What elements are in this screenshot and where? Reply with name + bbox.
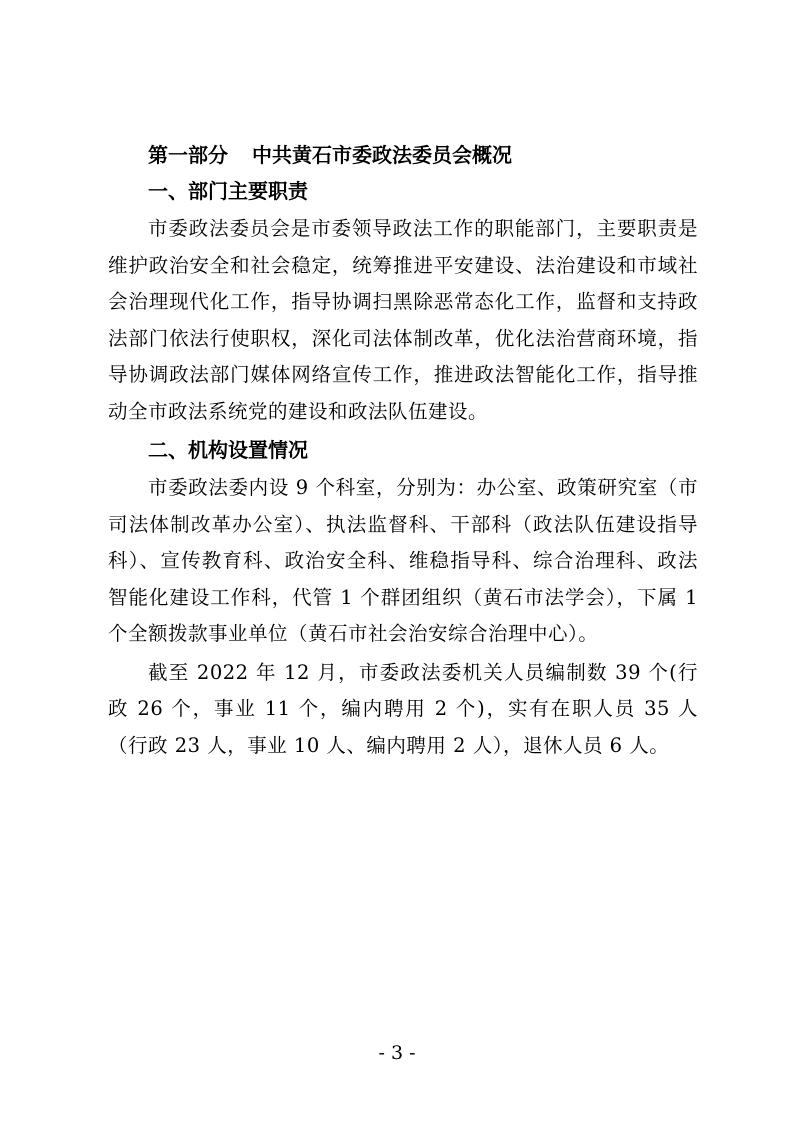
paragraph-structure: 市委政法委内设 9 个科室，分别为：办公室、政策研究室（市司法体制改革办公室）、执法监督科、干部科（政法队伍建设指导科）、宣传教育科、政治安全科、维稳指导科、综合治理科、政法智能化建设工作科，代管 1 个群团组织（黄石市法学会），下属 1 个全额拨款事业单位（黄石市社会治安综合治理中心）。 — [108, 476, 698, 645]
part-title-name: 中共黄石市委政法委员会概况 — [252, 143, 512, 167]
page-number: - 3 - — [378, 1042, 416, 1064]
part-title-label: 第一部分 — [148, 143, 228, 167]
paragraph-staffing: 截至 2022 年 12 月，市委政法委机关人员编制数 39 个(行政 26 个，事业 11 个，编内聘用 2 个)，实有在职人员 35 人（行政 23 人，事业 10 人、编内聘用 2 人），退休人员 6 人。 — [108, 660, 698, 757]
document-body — [108, 137, 698, 764]
part-title — [108, 137, 698, 173]
section-heading-structure: 二、机构设置情况 — [148, 438, 308, 462]
section-heading-duties: 一、部门主要职责 — [148, 179, 308, 203]
paragraph-duties: 市委政法委员会是市委领导政法工作的职能部门，主要职责是维护政治安全和社会稳定，统筹推进平安建设、法治建设和市域社会治理现代化工作，指导协调扫黑除恶常态化工作，监督和支持政法部门依法行使职权，深化司法体制改革，优化法治营商环境，指导协调政法部门媒体网络宣传工作，推进政法智能化工作，指导推动全市政法系统党的建设和政法队伍建设。 — [108, 217, 698, 423]
